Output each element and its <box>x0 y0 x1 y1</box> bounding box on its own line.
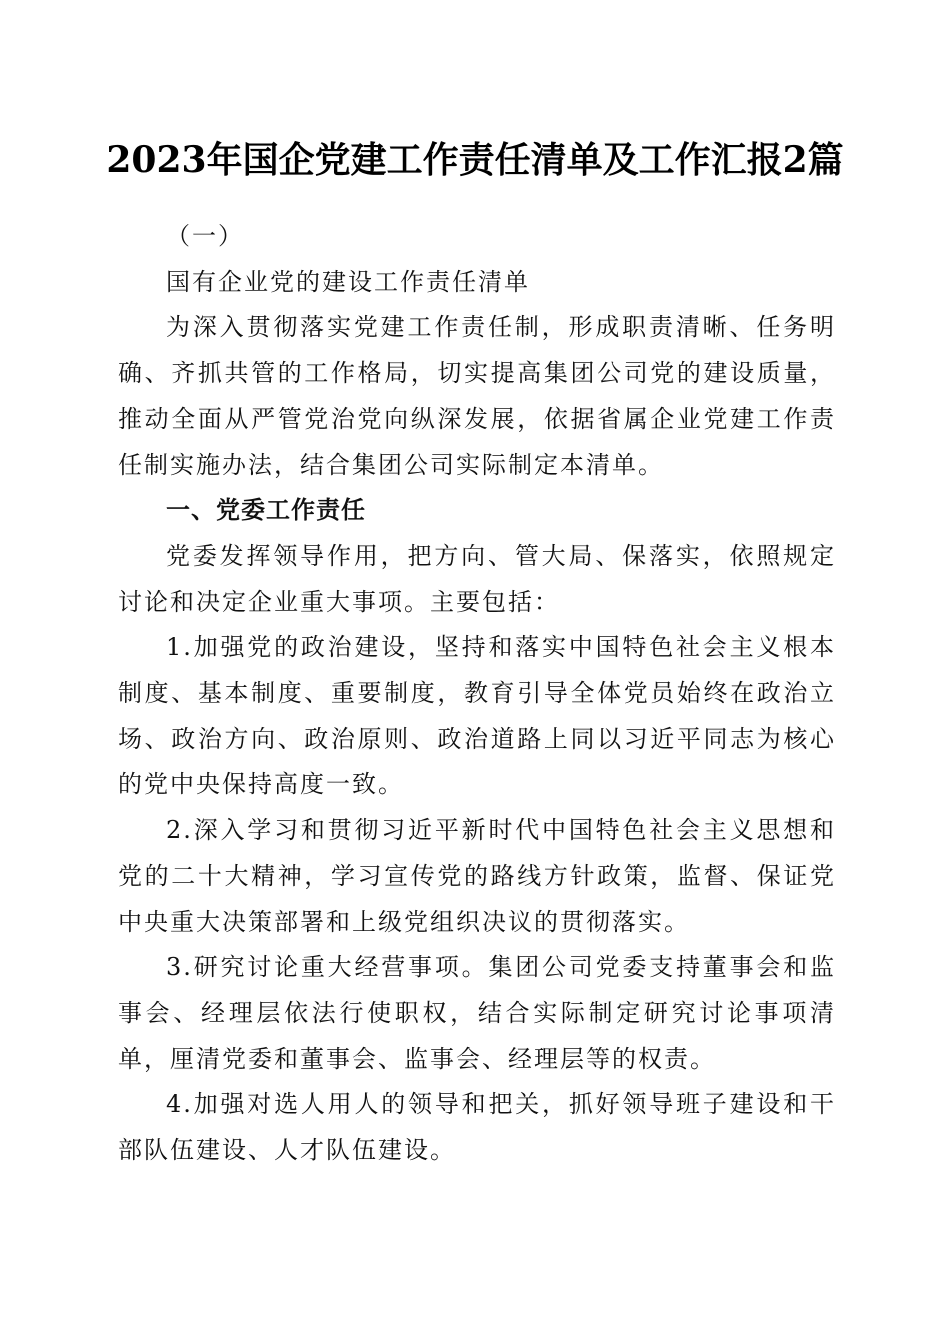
subtitle-paragraph: 国有企业党的建设工作责任清单 <box>166 267 530 296</box>
list-item-4: 4.加强对选人用人的领导和把关，抓好领导班子建设和干部队伍建设、人才队伍建设。 <box>118 1090 836 1165</box>
section-number: （一） <box>166 222 244 250</box>
list-item-3: 3.研究讨论重大经营事项。集团公司党委支持董事会和监事会、经理层依法行使职权，结合实际制定研究讨论事项清单，厘清党委和董事会、监事会、经理层等的权责。 <box>118 953 836 1073</box>
list-item-2: 2.深入学习和贯彻习近平新时代中国特色社会主义思想和党的二十大精神，学习宣传党的路线方针政策，监督、保证党中央重大决策部署和上级党组织决议的贯彻落实。 <box>118 816 836 936</box>
intro-paragraph: 为深入贯彻落实党建工作责任制，形成职责清晰、任务明确、齐抓共管的工作格局，切实提高集团公司党的建设质量，推动全面从严管党治党向纵深发展，依据省属企业党建工作责任制实施办法，结合集团公司实际制定本清单。 <box>118 313 836 479</box>
body-paragraph: 党委发挥领导作用，把方向、管大局、保落实，依照规定讨论和决定企业重大事项。主要包括： <box>118 541 836 616</box>
document-body <box>118 214 836 1174</box>
document-title: 2023年国企党建工作责任清单及工作汇报2篇 <box>106 139 844 181</box>
section-heading: 一、党委工作责任 <box>166 496 366 525</box>
list-item-1: 1.加强党的政治建设，坚持和落实中国特色社会主义根本制度、基本制度、重要制度，教育引导全体党员始终在政治立场、政治方向、政治原则、政治道路上同以习近平同志为核心的党中央保持高度一致。 <box>118 633 836 799</box>
